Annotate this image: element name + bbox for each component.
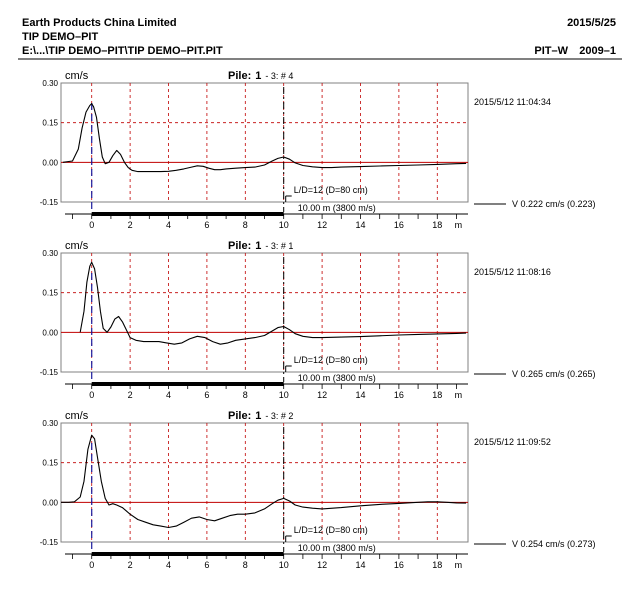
ld-label: L/D=12 (D=80 cm): [293, 355, 368, 365]
x-unit-label: m: [454, 390, 463, 400]
pile-label: Pile:: [228, 70, 252, 82]
pile-number: 1: [255, 70, 262, 82]
y-tick-label: 0.15: [42, 118, 58, 128]
length-label: 10.00 m (3800 m/s): [297, 203, 376, 213]
timestamp: 2015/5/12 11:09:52: [474, 437, 551, 447]
x-tick-label: 12: [317, 560, 328, 570]
plot-frame: [61, 423, 468, 542]
ld-label: L/D=12 (D=80 cm): [293, 185, 368, 195]
y-tick-label: 0.00: [42, 158, 58, 168]
timestamp: 2015/5/12 11:08:16: [474, 267, 551, 277]
x-tick-label: 6: [204, 220, 210, 230]
project-name: TIP DEMO–PIT: [22, 31, 99, 43]
x-tick-label: 0: [89, 390, 95, 400]
x-tick-label: 18: [432, 560, 443, 570]
pile-number: 1: [255, 410, 262, 422]
x-tick-label: 12: [317, 390, 328, 400]
y-tick-label: 0.15: [42, 288, 58, 298]
x-tick-label: 10: [278, 220, 289, 230]
pile-title: [228, 410, 293, 422]
y-tick-label: 0.30: [42, 419, 58, 428]
y-unit-label: cm/s: [65, 410, 89, 422]
x-tick-label: 12: [317, 220, 328, 230]
length-label: 10.00 m (3800 m/s): [297, 373, 376, 383]
x-tick-label: 10: [278, 560, 289, 570]
velocity-trace: [61, 435, 466, 527]
timestamp: 2015/5/12 11:04:34: [474, 97, 551, 107]
y-unit-label: cm/s: [65, 240, 89, 252]
x-tick-label: 14: [355, 390, 366, 400]
software-version: 2009–1: [579, 45, 616, 57]
y-tick-label: 0.30: [42, 79, 58, 88]
velocity-label: V 0.254 cm/s (0.273): [512, 539, 596, 549]
x-tick-label: 2: [127, 560, 133, 570]
pile-label: Pile:: [228, 240, 252, 252]
charts-group: [40, 70, 596, 570]
x-tick-label: 16: [393, 560, 404, 570]
pile-suffix: - 3: # 4: [265, 71, 294, 81]
x-tick-label: 8: [242, 220, 248, 230]
length-label: 10.00 m (3800 m/s): [297, 543, 376, 553]
x-tick-label: 2: [127, 220, 133, 230]
y-tick-label: -0.15: [39, 368, 58, 377]
x-tick-label: 4: [166, 220, 172, 230]
velocity-label: V 0.265 cm/s (0.265): [512, 369, 596, 379]
x-tick-label: 18: [432, 390, 443, 400]
file-path: E:\...\TIP DEMO–PIT\TIP DEMO–PIT.PIT: [22, 45, 223, 57]
x-unit-label: m: [454, 220, 463, 230]
y-tick-label: -0.15: [39, 538, 58, 547]
pile-label: Pile:: [228, 410, 252, 422]
pit-chart-1: [40, 70, 596, 230]
x-tick-label: 4: [166, 390, 172, 400]
y-tick-label: 0.00: [42, 498, 58, 508]
y-tick-label: 0.15: [42, 458, 58, 468]
x-tick-label: 14: [355, 220, 366, 230]
pile-title: [228, 240, 293, 252]
x-tick-label: 0: [89, 560, 95, 570]
y-unit-label: cm/s: [65, 70, 89, 82]
x-unit-label: m: [454, 560, 463, 570]
x-tick-label: 6: [204, 560, 210, 570]
x-tick-label: 16: [393, 220, 404, 230]
instrument-model: PIT–W: [534, 45, 568, 57]
pile-number: 1: [255, 240, 262, 252]
x-tick-label: 6: [204, 390, 210, 400]
ld-label: L/D=12 (D=80 cm): [293, 525, 368, 535]
velocity-label: V 0.222 cm/s (0.223): [512, 199, 596, 209]
y-tick-label: 0.00: [42, 328, 58, 338]
y-tick-label: 0.30: [42, 249, 58, 258]
x-tick-label: 18: [432, 220, 443, 230]
x-tick-label: 2: [127, 390, 133, 400]
plot-frame: [61, 83, 468, 202]
velocity-trace: [63, 104, 466, 172]
pit-chart-3: [40, 410, 596, 570]
pit-chart-2: [40, 240, 596, 400]
pile-suffix: - 3: # 1: [265, 241, 294, 251]
x-tick-label: 14: [355, 560, 366, 570]
x-tick-label: 10: [278, 390, 289, 400]
y-tick-label: -0.15: [39, 198, 58, 207]
x-tick-label: 0: [89, 220, 95, 230]
report-date: 2015/5/25: [567, 17, 616, 29]
pile-title: [228, 70, 293, 82]
x-tick-label: 4: [166, 560, 172, 570]
plot-frame: [61, 253, 468, 372]
company-name: Earth Products China Limited: [22, 17, 177, 29]
x-tick-label: 16: [393, 390, 404, 400]
pile-suffix: - 3: # 2: [265, 411, 294, 421]
x-tick-label: 8: [242, 390, 248, 400]
x-tick-label: 8: [242, 560, 248, 570]
